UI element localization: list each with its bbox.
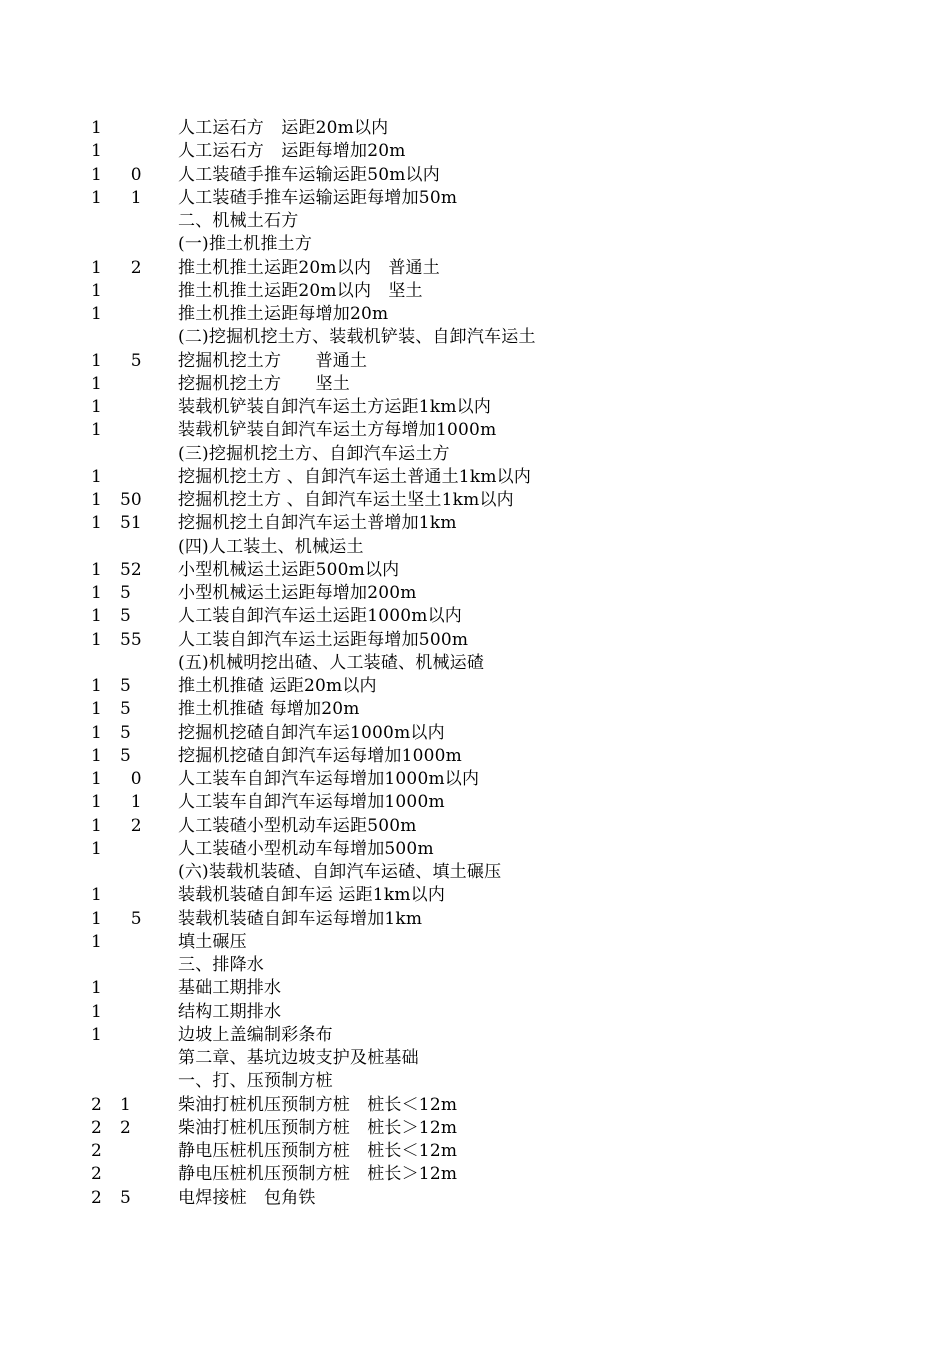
table-row: [0, 1187, 950, 1210]
table-row: [0, 117, 950, 140]
item-description-cell: 挖掘机挖土方 坚土: [178, 373, 350, 394]
chapter-number-cell: 1: [91, 164, 102, 185]
item-number-cell: 2: [120, 257, 142, 278]
item-description-cell: 推土机推土运距每增加20m: [178, 304, 389, 324]
chapter-number-cell: 1: [91, 118, 102, 138]
item-description-cell: (四)人工装土、机械运土: [178, 536, 364, 557]
item-description-cell: 第二章、基坑边坡支护及桩基础: [178, 1048, 419, 1068]
item-description-cell: 柴油打桩机压预制方桩 桩长＞12m: [178, 1117, 458, 1138]
table-row: [0, 791, 950, 814]
chapter-number-cell: 2: [91, 1117, 102, 1138]
item-description-cell: 三、排降水: [178, 955, 264, 975]
item-number-cell: 1: [120, 792, 142, 813]
item-description-cell: 静电压桩机压预制方桩 桩长＜12m: [178, 1141, 458, 1161]
table-row: [0, 605, 950, 628]
table-row: [0, 884, 950, 907]
item-description-cell: 推土机推碴 每增加20m: [178, 699, 360, 720]
item-number-cell: 5: [120, 350, 142, 371]
item-description-cell: 装载机装碴自卸车运 运距1km以内: [178, 885, 446, 906]
table-row: [0, 419, 950, 442]
chapter-number-cell: 1: [91, 490, 102, 510]
table-row: [0, 954, 950, 977]
item-description-cell: 小型机械运土运距500m以内: [178, 559, 400, 580]
item-description-cell: 装载机铲装自卸汽车运土方运距1km以内: [178, 397, 492, 417]
table-row: [0, 582, 950, 605]
item-number-cell: 1: [120, 1094, 131, 1115]
item-number-cell: 5: [120, 745, 131, 766]
chapter-number-cell: 1: [91, 885, 102, 906]
chapter-number-cell: 1: [91, 280, 102, 301]
table-row: [0, 1140, 950, 1163]
chapter-number-cell: 1: [91, 629, 102, 650]
table-row: [0, 396, 950, 419]
chapter-number-cell: 1: [91, 1024, 102, 1045]
table-row: [0, 1070, 950, 1093]
table-row: [0, 233, 950, 256]
table-row: [0, 303, 950, 326]
item-description-cell: 人工装碴小型机动车每增加500m: [178, 838, 434, 859]
chapter-number-cell: 1: [91, 397, 102, 417]
item-description-cell: (三)挖掘机挖土方、自卸汽车运土方: [178, 443, 450, 464]
item-number-cell: 52: [120, 559, 142, 580]
item-description-cell: 二、机械土石方: [178, 211, 299, 231]
item-description-cell: 人工装碴小型机动车运距500m: [178, 815, 417, 836]
table-row: [0, 861, 950, 884]
table-row: [0, 164, 950, 187]
item-description-cell: 挖掘机挖土方 、自卸汽车运土普通土1km以内: [178, 466, 532, 487]
chapter-number-cell: 1: [91, 466, 102, 487]
item-number-cell: 0: [120, 164, 142, 185]
item-description-cell: 基础工期排水: [178, 978, 282, 999]
item-number-cell: 1: [120, 187, 142, 208]
item-number-cell: 5: [120, 908, 142, 929]
table-row: [0, 629, 950, 652]
item-number-cell: 2: [120, 1117, 131, 1138]
table-row: [0, 187, 950, 210]
item-description-cell: 人工装自卸汽车运土运距1000m以内: [178, 606, 462, 627]
item-number-cell: 0: [120, 769, 142, 789]
table-row: [0, 489, 950, 512]
item-description-cell: (一)推土机推土方: [178, 234, 313, 255]
table-row: [0, 1024, 950, 1047]
table-row: [0, 280, 950, 303]
item-description-cell: 人工装车自卸汽车运每增加1000m以内: [178, 769, 480, 789]
table-row: [0, 350, 950, 373]
table-row: [0, 512, 950, 535]
item-number-cell: 51: [120, 513, 142, 534]
item-description-cell: 人工装碴手推车运输运距每增加50m: [178, 187, 458, 208]
item-number-cell: 5: [120, 722, 131, 743]
chapter-number-cell: 1: [91, 722, 102, 743]
table-row: [0, 443, 950, 466]
chapter-number-cell: 1: [91, 187, 102, 208]
chapter-number-cell: 1: [91, 513, 102, 534]
item-number-cell: 55: [120, 629, 142, 650]
item-description-cell: 装载机装碴自卸车运每增加1km: [178, 908, 423, 929]
table-row: [0, 698, 950, 721]
item-description-cell: 人工装碴手推车运输运距50m以内: [178, 164, 440, 185]
chapter-number-cell: 1: [91, 304, 102, 324]
item-description-cell: 结构工期排水: [178, 1001, 282, 1022]
item-description-cell: 人工运石方 运距20m以内: [178, 118, 389, 138]
item-number-cell: 5: [120, 606, 131, 627]
chapter-number-cell: 1: [91, 420, 102, 441]
table-row: [0, 559, 950, 582]
item-description-cell: 装载机铲装自卸汽车运土方每增加1000m: [178, 420, 497, 441]
chapter-number-cell: 1: [91, 257, 102, 278]
table-row: [0, 675, 950, 698]
item-description-cell: 推土机推土运距20m以内 普通土: [178, 257, 440, 278]
chapter-number-cell: 1: [91, 838, 102, 859]
chapter-number-cell: 2: [91, 1094, 102, 1115]
chapter-number-cell: 1: [91, 373, 102, 394]
chapter-number-cell: 1: [91, 559, 102, 580]
item-description-cell: 推土机推碴 运距20m以内: [178, 676, 377, 696]
chapter-number-cell: 2: [91, 1164, 102, 1185]
table-row: [0, 1117, 950, 1140]
item-description-cell: 挖掘机挖碴自卸汽车运每增加1000m: [178, 745, 462, 766]
spreadsheet-sheet: [0, 117, 950, 1210]
chapter-number-cell: 1: [91, 350, 102, 371]
item-description-cell: 推土机推土运距20m以内 坚土: [178, 280, 423, 301]
item-number-cell: 5: [120, 699, 131, 720]
table-row: [0, 908, 950, 931]
table-row: [0, 373, 950, 396]
chapter-number-cell: 1: [91, 583, 102, 603]
table-row: [0, 652, 950, 675]
table-row: [0, 838, 950, 861]
item-number-cell: 2: [120, 815, 142, 836]
chapter-number-cell: 1: [91, 769, 102, 789]
table-row: [0, 536, 950, 559]
table-row: [0, 140, 950, 163]
item-description-cell: 静电压桩机压预制方桩 桩长＞12m: [178, 1164, 458, 1185]
item-description-cell: 填土碾压: [178, 931, 247, 952]
table-row: [0, 257, 950, 280]
item-description-cell: 人工装车自卸汽车运每增加1000m: [178, 792, 445, 813]
item-description-cell: (六)装载机装碴、自卸汽车运碴、填土碾压: [178, 862, 502, 882]
chapter-number-cell: 2: [91, 1141, 102, 1161]
chapter-number-cell: 1: [91, 792, 102, 813]
item-number-cell: 5: [120, 676, 131, 696]
item-description-cell: 小型机械运土运距每增加200m: [178, 583, 417, 603]
chapter-number-cell: 1: [91, 908, 102, 929]
item-description-cell: 电焊接桩 包角铁: [178, 1187, 316, 1208]
item-description-cell: (二)挖掘机挖土方、装载机铲装、自卸汽车运土: [178, 327, 536, 348]
item-description-cell: 柴油打桩机压预制方桩 桩长＜12m: [178, 1094, 458, 1115]
table-row: [0, 210, 950, 233]
table-row: [0, 977, 950, 1000]
item-number-cell: 5: [120, 1187, 131, 1208]
table-row: [0, 745, 950, 768]
item-description-cell: 挖掘机挖土方 、自卸汽车运土坚土1km以内: [178, 490, 514, 510]
table-row: [0, 1163, 950, 1186]
chapter-number-cell: 1: [91, 745, 102, 766]
chapter-number-cell: 1: [91, 141, 102, 162]
chapter-number-cell: 1: [91, 676, 102, 696]
table-row: [0, 1047, 950, 1070]
item-description-cell: 挖掘机挖碴自卸汽车运1000m以内: [178, 722, 445, 743]
table-row: [0, 722, 950, 745]
item-description-cell: 挖掘机挖土自卸汽车运土普增加1km: [178, 513, 457, 534]
chapter-number-cell: 1: [91, 978, 102, 999]
table-row: [0, 1094, 950, 1117]
chapter-number-cell: 1: [91, 815, 102, 836]
item-description-cell: 挖掘机挖土方 普通土: [178, 350, 368, 371]
item-description-cell: 人工装自卸汽车运土运距每增加500m: [178, 629, 469, 650]
item-description-cell: 人工运石方 运距每增加20m: [178, 141, 406, 162]
table-row: [0, 1001, 950, 1024]
item-description-cell: (五)机械明挖出碴、人工装碴、机械运碴: [178, 652, 485, 673]
item-description-cell: 边坡上盖编制彩条布: [178, 1024, 333, 1045]
chapter-number-cell: 1: [91, 931, 102, 952]
chapter-number-cell: 1: [91, 1001, 102, 1022]
table-row: [0, 466, 950, 489]
table-row: [0, 326, 950, 349]
item-number-cell: 50: [120, 490, 142, 510]
item-description-cell: 一、打、压预制方桩: [178, 1071, 333, 1092]
table-row: [0, 815, 950, 838]
item-number-cell: 5: [120, 583, 131, 603]
table-row: [0, 768, 950, 791]
chapter-number-cell: 1: [91, 699, 102, 720]
table-row: [0, 931, 950, 954]
chapter-number-cell: 2: [91, 1187, 102, 1208]
chapter-number-cell: 1: [91, 606, 102, 627]
